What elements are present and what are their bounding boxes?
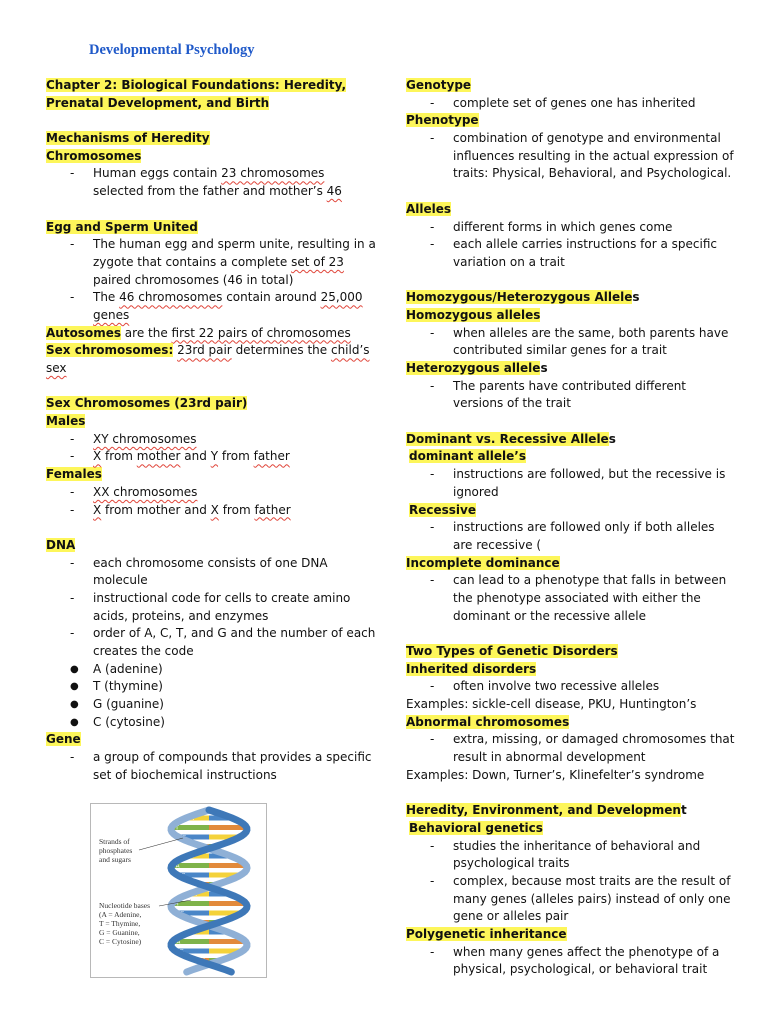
bullet-item: - instructions are followed only if both alleles <box>430 520 715 535</box>
base-letter: A <box>175 863 180 870</box>
label-bases-4: G = Guanine, <box>99 928 140 937</box>
base-item-guanine: ● G (guanine) <box>70 697 164 712</box>
base-letter: G <box>181 873 186 879</box>
subheading-males: Males <box>46 414 86 429</box>
left-column: Chapter 2: Biological Foundations: Heredity, Prenatal Development, and Birth Mechanisms of Heredity Chromosomes - Human eggs contain 23 chromosomes selected from the father and mother’s 46 Egg and Sperm United - The human egg and sperm unite, resulting in a zygote that contains a complete set of 23 paired chromosomes (46 in total) - The 46 chromosomes contain around 25,000 genes Autosomes are the first 22 pairs of chromosomes Sex chromosomes: 23rd pair determines the child’s sex Sex Chromosomes (23rd pair) Males - XY chromosomes - X from mother and Y from father Females - XX chromosomes - X from mother and X from father DNA - each chromosome consists of one DNA molecule - instructional code for cells to create amino acids, proteins, and enzymes - order of A, C, T, and G and the number of each creates the code ● A (adenine) ● T (thymine) ● G (guanine) ● C (cytosine) Gene - a group of compounds that provides a specific set of biochemical instructions <box>46 78 376 782</box>
bullet-item: - XX chromosomes <box>70 484 198 499</box>
label-strands-1: Strands of <box>99 837 130 846</box>
label-bases-2: (A = Adenine, <box>99 910 142 919</box>
bullet-item: - different forms in which genes come <box>430 219 673 234</box>
base-letter: C <box>182 835 187 841</box>
label-bases-3: T = Thymine, <box>99 919 141 928</box>
sex-chromosomes-line: Sex chromosomes: 23rd pair determines the child’s <box>46 343 370 358</box>
bullet-item: - Human eggs contain 23 chromosomes <box>70 166 325 181</box>
section-heading-dna: DNA <box>46 537 76 552</box>
bullet-item: - each allele carries instructions for a specific <box>430 237 717 252</box>
bullet-item: - complex, because most traits are the result of <box>430 873 731 888</box>
right-column: Genotype - complete set of genes one has inherited Phenotype - combination of genotype and environmental influences resulting in the actual expression of traits: Physical, Behavioral, and Psychological. Alleles - different forms in which genes come - each allele carries instructions for a specific variation on a trait Homozygous/Heterozygous Alleles Homozygous alleles - when alleles are the same, both parents have contributed similar genes for a trait Heterozygous alleles - The parents have contributed different versions of the trait Dominant vs. Recessive Alleles dominant allele’s - instructions are followed, but the recessive is ignored Recessive - instructions are followed only if both alleles are recessive ( Incomplete dominance - can lead to a phenotype that falls in between the phenotype associated with either the dominant or the recessive allele Two Types of Genetic Disorders Inherited disorders - often involve two recessive alleles Examples: sickle-cell disease, PKU, Huntington’s Abnormal chromosomes - extra, missing, or damaged chromosomes that result in abnormal development Examples: Down, Turner’s, Klinefelter’s syndrome Heredity, Environment, and Development Behavioral genetics - studies the inheritance of behavioral and psychological traits - complex, because most traits are the result of many genes (alleles pairs) instead of only one gene or alleles pair Polygenetic inheritance - when many genes affect the phenotype of a physical, psychological, or behavioral trait <box>406 78 735 977</box>
heading-genotype: Genotype <box>406 78 472 92</box>
bullet-item: - when alleles are the same, both parents have <box>430 325 729 340</box>
bullet-item: - order of A, C, T, and G and the number of each <box>70 626 376 641</box>
subheading-behavioral-genetics: Behavioral genetics <box>409 820 543 835</box>
subheading-abnormal-chromosomes: Abnormal chromosomes <box>406 714 570 729</box>
base-letter: A <box>192 892 197 898</box>
examples-abnormal: Examples: Down, Turner’s, Klinefelter’s syndrome <box>406 767 705 782</box>
subheading-egg-sperm: Egg and Sperm United <box>46 219 198 234</box>
bullet-item: - complete set of genes one has inherited <box>430 95 696 110</box>
bullet-item: - The 46 chromosomes contain around 25,000 <box>70 290 363 305</box>
label-bases-5: C = Cytosine) <box>99 937 142 946</box>
autosomes-line: Autosomes are the first 22 pairs of chromosomes <box>46 325 351 340</box>
base-letter: C <box>180 911 185 917</box>
bullet-item: - a group of compounds that provides a specific <box>70 750 372 765</box>
bullet-item: - combination of genotype and environmental <box>430 131 721 146</box>
section-heading-sex-chromosomes: Sex Chromosomes (23rd pair) <box>46 396 248 411</box>
bullet-item: - XY chromosomes <box>70 431 197 446</box>
section-heading-mechanisms: Mechanisms of Heredity <box>46 131 210 146</box>
base-item-thymine: ● T (thymine) <box>70 679 163 694</box>
chapter-heading-line2: Prenatal Development, and Birth <box>46 95 270 110</box>
base-item-cytosine: ● C (cytosine) <box>70 714 165 729</box>
heading-homo-hetero: Homozygous/Heterozygous Alleles <box>406 290 640 305</box>
bullet-item: - when many genes affect the phenotype of a <box>430 944 720 959</box>
label-bases-1: Nucleotide bases <box>99 901 151 910</box>
subheading-homozygous: Homozygous alleles <box>406 307 541 322</box>
base-letter: T <box>176 901 180 908</box>
base-letter: T <box>191 854 195 860</box>
subheading-recessive: Recessive <box>409 502 476 517</box>
bullet-item: - The parents have contributed different <box>430 378 687 393</box>
heading-phenotype: Phenotype <box>406 113 479 128</box>
base-letter: T <box>194 930 198 936</box>
bullet-item: - each chromosome consists of one DNA <box>70 555 328 570</box>
subheading-chromosomes: Chromosomes <box>46 148 142 163</box>
heading-alleles: Alleles <box>406 201 452 216</box>
heading-heredity-environment: Heredity, Environment, and Development <box>406 803 687 818</box>
base-letter: A <box>176 939 181 946</box>
bullet-item: - studies the inheritance of behavioral and <box>430 838 701 853</box>
document-title: Developmental Psychology <box>89 42 255 58</box>
pointer-line-strands <box>139 838 183 850</box>
base-item-adenine: ● A (adenine) <box>70 661 163 676</box>
bullet-item: - The human egg and sperm unite, resulting in a <box>70 237 376 252</box>
subheading-heterozygous: Heterozygous alleles <box>406 361 548 375</box>
subheading-inherited-disorders: Inherited disorders <box>406 661 537 676</box>
section-heading-gene: Gene <box>46 732 81 747</box>
label-strands-2: phosphates <box>99 846 133 855</box>
bullet-item: - X from mother and Y from father <box>70 449 290 464</box>
base-letter: A <box>189 816 194 822</box>
dna-double-helix-figure <box>90 803 267 978</box>
bullet-item: - X from mother and X from father <box>70 502 291 517</box>
bullet-item: - often involve two recessive alleles <box>430 679 660 694</box>
subheading-dominant: dominant allele’s <box>409 449 526 464</box>
examples-inherited: Examples: sickle-cell disease, PKU, Huntington’s <box>406 697 697 712</box>
base-letter: C <box>201 958 206 965</box>
chapter-heading-line1: Chapter 2: Biological Foundations: Heredity, <box>46 78 347 92</box>
bullet-item: - instructional code for cells to create amino <box>70 590 351 605</box>
subheading-polygenetic: Polygenetic inheritance <box>406 927 567 941</box>
bullet-item: - can lead to a phenotype that falls in between <box>430 573 727 588</box>
base-letter: G <box>179 949 184 955</box>
subheading-incomplete-dominance: Incomplete dominance <box>406 555 560 570</box>
bullet-item: - instructions are followed, but the recessive is <box>430 467 726 482</box>
heading-dominant-recessive: Dominant vs. Recessive Alleles <box>406 431 616 446</box>
label-strands-3: and sugars <box>99 855 131 864</box>
subheading-females: Females <box>46 467 102 482</box>
bullet-item: - extra, missing, or damaged chromosomes that <box>430 732 735 747</box>
base-letter: T <box>175 825 179 832</box>
heading-genetic-disorders: Two Types of Genetic Disorders <box>406 644 618 658</box>
dna-illustration <box>91 804 266 977</box>
